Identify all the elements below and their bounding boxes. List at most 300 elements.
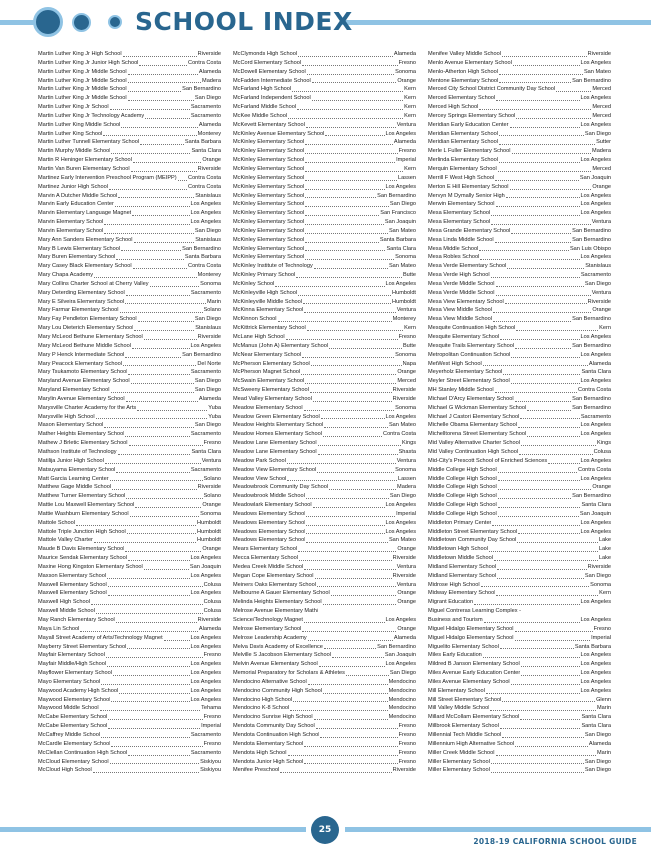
county-name: Orange bbox=[397, 590, 416, 597]
dot-leader bbox=[515, 348, 571, 349]
index-entry bbox=[38, 758, 221, 767]
county-name: San Diego bbox=[194, 387, 221, 394]
county-name: Fresno bbox=[398, 740, 416, 747]
county-name: Sonoma bbox=[200, 510, 221, 517]
county-name: Orange bbox=[397, 599, 416, 606]
school-name: McNear Elementary School bbox=[233, 351, 302, 358]
school-name: McKinley Institute of Technology bbox=[233, 263, 313, 270]
school-name: Mill Valley Middle School bbox=[428, 705, 490, 712]
dot-leader bbox=[318, 445, 401, 446]
school-name: Merrill F West High School bbox=[428, 174, 495, 181]
county-name: Sonoma bbox=[395, 466, 416, 473]
school-name: Michelltorena Street Elementary School bbox=[428, 431, 527, 438]
dot-leader bbox=[104, 427, 194, 428]
county-name: San Bernardino bbox=[182, 245, 221, 252]
county-name: Riverside bbox=[197, 51, 221, 57]
index-entry bbox=[38, 368, 221, 377]
county-name: Orange bbox=[397, 369, 416, 376]
county-name: San Mateo bbox=[388, 263, 416, 270]
dot-leader bbox=[500, 339, 579, 340]
index-entry bbox=[38, 192, 221, 201]
school-name: McFarland Middle School bbox=[233, 104, 297, 111]
index-entry bbox=[38, 377, 221, 386]
dot-leader bbox=[511, 357, 579, 358]
dot-leader bbox=[305, 250, 385, 251]
dot-leader bbox=[332, 657, 384, 658]
county-name: Santa Clara bbox=[581, 502, 611, 509]
school-name: McKinley Elementary School bbox=[233, 227, 305, 234]
county-name: Ventura bbox=[396, 581, 416, 588]
school-name: McLane High School bbox=[233, 334, 285, 340]
dot-leader bbox=[317, 586, 396, 587]
school-name: Mattole School bbox=[38, 519, 76, 526]
school-name: Meadows Elementary School bbox=[233, 537, 306, 544]
county-name: Contra Costa bbox=[188, 263, 221, 270]
index-entry bbox=[428, 475, 611, 484]
county-name: Sacramento bbox=[580, 272, 611, 279]
county-name: Los Angeles bbox=[385, 617, 416, 623]
index-entry bbox=[38, 713, 221, 722]
index-entry bbox=[38, 324, 221, 333]
dot-leader bbox=[287, 480, 397, 481]
school-name: Midland Elementary School bbox=[428, 563, 497, 570]
index-entry bbox=[428, 121, 611, 130]
index-entry bbox=[38, 386, 221, 395]
county-name: Sacramento bbox=[190, 104, 221, 111]
index-entry bbox=[428, 218, 611, 227]
dot-leader bbox=[496, 595, 598, 596]
county-name: San Mateo bbox=[388, 227, 416, 234]
dot-leader bbox=[304, 622, 385, 623]
school-name: Michael G Wickman Elementary School bbox=[428, 404, 527, 411]
county-name: Los Angeles bbox=[580, 678, 611, 685]
school-name: McCloud Elementary School bbox=[38, 758, 109, 765]
dot-leader bbox=[145, 118, 190, 119]
index-entry bbox=[38, 147, 221, 156]
index-entry bbox=[428, 68, 611, 77]
index-entry bbox=[428, 519, 611, 528]
county-name: Los Angeles bbox=[190, 687, 221, 694]
index-entry bbox=[38, 271, 221, 280]
dot-leader bbox=[305, 162, 395, 163]
school-name: Miles Early Education bbox=[428, 652, 482, 659]
index-entry bbox=[38, 156, 221, 165]
county-name: Riverside bbox=[197, 334, 221, 340]
index-entry bbox=[233, 377, 416, 386]
dot-leader bbox=[305, 153, 397, 154]
dot-leader bbox=[516, 118, 591, 119]
county-name: Los Angeles bbox=[580, 334, 611, 340]
index-entry bbox=[233, 200, 416, 209]
county-name: Kern bbox=[404, 104, 416, 111]
school-name: Michelle Obama Elementary School bbox=[428, 422, 517, 429]
county-name: Del Norte bbox=[197, 360, 221, 367]
index-entry bbox=[233, 324, 416, 333]
county-name: Kern bbox=[404, 112, 416, 119]
school-name: McKinley Elementary School bbox=[233, 236, 305, 243]
county-name: Imperial bbox=[591, 634, 611, 641]
index-entry bbox=[233, 360, 416, 369]
dot-leader bbox=[108, 719, 202, 720]
school-name: Martin Luther King Jr Junior High School bbox=[38, 59, 139, 66]
index-entry bbox=[233, 271, 416, 280]
dot-leader bbox=[311, 365, 402, 366]
county-name: Kern bbox=[599, 325, 611, 332]
school-name: Middle College High School bbox=[428, 466, 497, 473]
dot-leader bbox=[305, 206, 389, 207]
dot-leader bbox=[104, 233, 194, 234]
school-name: Mathson Institute of Technology bbox=[38, 448, 117, 455]
school-name: McSweeny Elementary School bbox=[233, 387, 309, 394]
index-entry bbox=[38, 395, 221, 404]
dot-leader bbox=[527, 436, 579, 437]
index-entry bbox=[233, 466, 416, 475]
county-name: Sonoma bbox=[395, 68, 416, 75]
index-entry bbox=[38, 253, 221, 262]
index-entry bbox=[428, 360, 611, 369]
index-entry bbox=[38, 245, 221, 254]
county-name: Orange bbox=[202, 157, 221, 164]
index-entry bbox=[428, 528, 611, 537]
dot-leader bbox=[313, 401, 392, 402]
dot-leader bbox=[116, 622, 197, 623]
index-entry bbox=[38, 342, 221, 351]
index-entry bbox=[38, 262, 221, 271]
county-name: Solano bbox=[203, 307, 221, 314]
county-name: Riverside bbox=[392, 767, 416, 774]
school-name: Melvin Avenue Elementary School bbox=[233, 661, 318, 668]
dot-leader bbox=[131, 383, 194, 384]
school-name: McKinley Primary School bbox=[233, 272, 296, 279]
index-entry bbox=[428, 554, 611, 563]
school-name: Melva Davis Academy of Excellence bbox=[233, 643, 323, 650]
index-entry bbox=[428, 85, 611, 94]
school-name: Michael J Castori Elementary School bbox=[428, 413, 520, 420]
school-name: Mesa Verde High School bbox=[428, 272, 490, 279]
school-name: Mesquite Trails Elementary School bbox=[428, 342, 515, 349]
county-name: Los Angeles bbox=[580, 351, 611, 358]
school-name: McClymonds High School bbox=[233, 51, 298, 57]
school-name: Mary Buren Elementary School bbox=[38, 254, 116, 261]
dot-leader bbox=[305, 242, 379, 243]
school-name: Melrose Avenue Elementary Math/ bbox=[233, 608, 319, 615]
school-name: Mesa Verde Middle School bbox=[428, 289, 495, 296]
index-entry bbox=[38, 209, 221, 218]
page-title: SCHOOL INDEX bbox=[135, 7, 353, 36]
school-name: Mendocino Community High School bbox=[233, 687, 322, 694]
index-entry bbox=[233, 280, 416, 289]
dot-leader bbox=[297, 109, 403, 110]
index-entry bbox=[233, 457, 416, 466]
school-name: Martin Luther King Jr Middle School bbox=[38, 95, 127, 102]
school-name: Marysville High School bbox=[38, 413, 95, 420]
county-name: Contra Costa bbox=[188, 59, 221, 66]
county-name: Los Angeles bbox=[190, 210, 221, 217]
index-entry bbox=[38, 227, 221, 236]
index-entry bbox=[233, 758, 416, 767]
index-column-3 bbox=[428, 50, 611, 775]
dot-leader bbox=[128, 755, 190, 756]
index-entry bbox=[38, 696, 221, 705]
school-name: Mary Ann Sanders Elementary School bbox=[38, 236, 133, 243]
index-entry bbox=[233, 581, 416, 590]
dot-leader bbox=[317, 472, 394, 473]
index-entry bbox=[38, 766, 221, 775]
dot-leader bbox=[502, 737, 584, 738]
school-name: Maxine Hong Kingston Elementary School bbox=[38, 563, 143, 570]
index-entry bbox=[428, 740, 611, 749]
county-name: Humboldt bbox=[197, 519, 221, 526]
school-name: Martin Luther King Jr High School bbox=[38, 51, 122, 57]
dot-leader bbox=[108, 595, 190, 596]
county-name: San Bernardino bbox=[572, 493, 611, 500]
dot-leader bbox=[474, 604, 579, 605]
county-name: Madera bbox=[592, 148, 611, 155]
index-entry bbox=[233, 245, 416, 254]
dot-leader bbox=[120, 312, 203, 313]
school-name: Mattie Lou Maxwell Elementary School bbox=[38, 502, 135, 509]
county-name: Los Angeles bbox=[580, 59, 611, 66]
school-name: Merced High School bbox=[428, 104, 479, 111]
school-name: Mary Chapa Academy bbox=[38, 272, 94, 279]
county-name: San Bernardino bbox=[572, 77, 611, 84]
index-entry bbox=[428, 103, 611, 112]
county-name: Kern bbox=[404, 325, 416, 332]
school-name: Martinez Early Intervention Preschool Program (MEIPP) bbox=[38, 174, 177, 181]
index-entry bbox=[428, 280, 611, 289]
county-name: San Joaquin bbox=[384, 219, 416, 226]
county-name: Kern bbox=[404, 86, 416, 93]
county-name: San Bernardino bbox=[572, 236, 611, 243]
school-name: Meridian Elementary School bbox=[428, 139, 498, 146]
county-name: San Bernardino bbox=[182, 86, 221, 93]
dot-leader bbox=[110, 109, 190, 110]
county-name: Sonoma bbox=[395, 351, 416, 358]
index-entry bbox=[233, 448, 416, 457]
index-entry bbox=[428, 430, 611, 439]
county-name: Orange bbox=[202, 502, 221, 509]
county-name: Ventura bbox=[201, 457, 221, 464]
index-entry bbox=[233, 536, 416, 545]
index-entry bbox=[428, 130, 611, 139]
county-name: Merced bbox=[592, 165, 611, 172]
school-name: Mesa Elementary School bbox=[428, 219, 491, 226]
county-name: San Bernardino bbox=[377, 192, 416, 199]
school-name: Middletown Middle School bbox=[428, 555, 493, 562]
county-name: Sonoma bbox=[395, 404, 416, 411]
school-name: Mary McLeod Bethune Elementary School bbox=[38, 334, 143, 340]
school-name: Martin Luther King Jr Middle School bbox=[38, 68, 127, 75]
decorative-dot-large-icon bbox=[33, 7, 63, 37]
school-name: Millennium High Alternative School bbox=[428, 740, 515, 747]
index-entry bbox=[428, 439, 611, 448]
dot-leader bbox=[116, 259, 184, 260]
school-name: Mayfair Elementary School bbox=[38, 652, 105, 659]
dot-leader bbox=[519, 454, 593, 455]
school-name: Mary Tsukamoto Elementary School bbox=[38, 369, 128, 376]
index-entry bbox=[38, 85, 221, 94]
dot-leader bbox=[325, 135, 384, 136]
county-name: Los Angeles bbox=[190, 572, 221, 579]
county-name: Los Angeles bbox=[580, 192, 611, 199]
dot-leader bbox=[318, 454, 398, 455]
school-name: Mesa Verde Middle School bbox=[428, 280, 495, 287]
school-name: Maxson Elementary School bbox=[38, 572, 107, 579]
dot-leader bbox=[130, 516, 200, 517]
index-entry bbox=[428, 192, 611, 201]
index-entry bbox=[428, 271, 611, 280]
county-name: Los Angeles bbox=[580, 210, 611, 217]
county-name: Siskiyou bbox=[200, 767, 221, 774]
county-name: Stanislaus bbox=[195, 192, 221, 199]
school-name: Maywood Academy High School bbox=[38, 687, 119, 694]
school-name: McPherson Elementary School bbox=[233, 360, 310, 367]
county-name: Lake bbox=[598, 555, 611, 562]
school-name: McKinley Elementary School bbox=[233, 254, 305, 261]
index-entry bbox=[233, 483, 416, 492]
dot-leader bbox=[491, 772, 584, 773]
school-name: Meadows Elementary School bbox=[233, 528, 306, 535]
school-name: McFarland High School bbox=[233, 86, 292, 93]
dot-leader bbox=[480, 259, 579, 260]
school-name: Miles Avenue Elementary School bbox=[428, 678, 510, 685]
index-entry bbox=[233, 519, 416, 528]
county-name: San Mateo bbox=[388, 537, 416, 544]
county-name: Orange bbox=[592, 307, 611, 314]
dot-leader bbox=[511, 684, 580, 685]
county-name: Fresno bbox=[398, 148, 416, 155]
county-name: Los Angeles bbox=[580, 652, 611, 659]
county-name: Los Angeles bbox=[580, 475, 611, 482]
dot-leader bbox=[305, 189, 384, 190]
dot-leader bbox=[513, 65, 580, 66]
county-name: San Joaquin bbox=[384, 652, 416, 659]
index-entry bbox=[233, 696, 416, 705]
school-name: Meadow Lane Elementary School bbox=[233, 448, 317, 455]
dot-leader bbox=[483, 365, 588, 366]
school-name: McManus (John A) Elementary School bbox=[233, 342, 329, 349]
index-entry bbox=[38, 501, 221, 510]
dot-leader bbox=[125, 357, 181, 358]
dot-leader bbox=[499, 74, 583, 75]
dot-leader bbox=[111, 746, 202, 747]
dot-leader bbox=[94, 542, 196, 543]
index-entry bbox=[428, 156, 611, 165]
dot-leader bbox=[304, 410, 395, 411]
county-name: Colusa bbox=[203, 581, 221, 588]
dot-leader bbox=[109, 189, 187, 190]
dot-leader bbox=[316, 728, 398, 729]
county-name: Fresno bbox=[398, 749, 416, 756]
index-entry bbox=[38, 351, 221, 360]
county-name: Sacramento bbox=[190, 749, 221, 756]
school-name: Marvin A Dutcher Middle School bbox=[38, 192, 118, 199]
dot-leader bbox=[290, 710, 387, 711]
school-name: Mendocino Alternative School bbox=[233, 678, 307, 685]
dot-leader bbox=[305, 197, 376, 198]
county-name: San Diego bbox=[584, 572, 611, 579]
index-entry bbox=[233, 165, 416, 174]
county-name: San Bernardino bbox=[572, 404, 611, 411]
county-name: Kings bbox=[597, 440, 611, 447]
school-name: Middle College High School bbox=[428, 502, 497, 509]
dot-leader bbox=[320, 737, 397, 738]
school-name: Merquin Elementary School bbox=[428, 165, 497, 172]
dot-leader bbox=[128, 100, 194, 101]
county-name: Tehama bbox=[201, 705, 221, 712]
county-name: Mendocino bbox=[388, 687, 416, 694]
school-name: Maurice Sendak Elementary School bbox=[38, 555, 127, 562]
county-name: San Diego bbox=[389, 493, 416, 500]
dot-leader bbox=[329, 489, 396, 490]
dot-leader bbox=[106, 657, 203, 658]
county-name: Los Angeles bbox=[580, 670, 611, 677]
dot-leader bbox=[521, 666, 580, 667]
index-entry bbox=[428, 598, 611, 607]
county-name: Sutter bbox=[596, 139, 611, 146]
index-entry bbox=[38, 280, 221, 289]
dot-leader bbox=[119, 693, 189, 694]
school-name: McKinna Elementary School bbox=[233, 307, 304, 314]
county-name: Fresno bbox=[203, 440, 221, 447]
school-name: Mesa View Middle School bbox=[428, 316, 492, 323]
county-name: Los Angeles bbox=[580, 661, 611, 668]
school-name: Michael D'Arcy Elementary School bbox=[428, 395, 514, 402]
index-column-2 bbox=[233, 50, 416, 775]
dot-leader bbox=[110, 480, 203, 481]
dot-leader bbox=[150, 286, 200, 287]
index-entry bbox=[428, 413, 611, 422]
index-entry bbox=[428, 501, 611, 510]
school-name: McPherson Magnet School bbox=[233, 369, 301, 376]
county-name: Yuba bbox=[208, 404, 221, 411]
school-name: Mesa Robles School bbox=[428, 254, 480, 261]
dot-leader bbox=[302, 631, 396, 632]
school-name: Mercey Springs Elementary School bbox=[428, 112, 516, 119]
dot-leader bbox=[134, 330, 194, 331]
school-name: McCardle Elementary School bbox=[38, 740, 111, 747]
dot-leader bbox=[496, 206, 580, 207]
index-entry bbox=[38, 165, 221, 174]
school-name: Menlo-Atherton High School bbox=[428, 68, 498, 75]
index-entry bbox=[38, 616, 221, 625]
dot-leader bbox=[486, 693, 580, 694]
county-name: Fresno bbox=[203, 740, 221, 747]
dot-leader bbox=[111, 701, 189, 702]
county-name: San Joaquin bbox=[579, 174, 611, 181]
county-name: Riverside bbox=[392, 387, 416, 394]
guide-title: 2018-19 CALIFORNIA SCHOOL GUIDE bbox=[469, 837, 637, 846]
dot-leader bbox=[305, 171, 403, 172]
index-entry bbox=[428, 749, 611, 758]
index-entry bbox=[428, 704, 611, 713]
school-name: Merlinda Elementary School bbox=[428, 157, 498, 164]
index-entry bbox=[38, 554, 221, 563]
index-entry bbox=[38, 660, 221, 669]
county-name: Santa Clara bbox=[581, 723, 611, 730]
school-name: Mesa Grande Elementary School bbox=[428, 227, 511, 234]
dot-leader bbox=[502, 701, 595, 702]
county-name: San Diego bbox=[194, 422, 221, 429]
dot-leader bbox=[495, 242, 572, 243]
index-entry bbox=[428, 138, 611, 147]
county-name: San Diego bbox=[194, 316, 221, 323]
index-entry bbox=[233, 501, 416, 510]
index-entry bbox=[428, 687, 611, 696]
county-name: Los Angeles bbox=[385, 280, 416, 287]
school-name: Meadow Green Elementary School bbox=[233, 413, 320, 420]
county-name: Sacramento bbox=[190, 369, 221, 376]
